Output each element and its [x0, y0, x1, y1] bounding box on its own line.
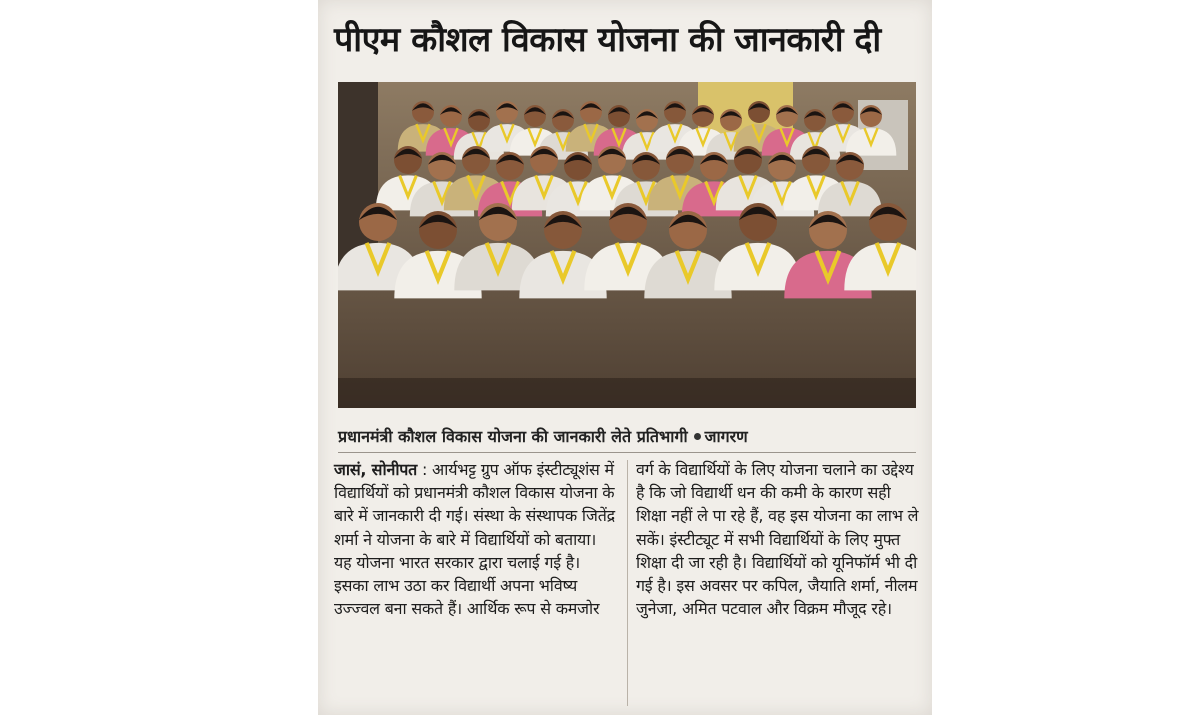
bullet-icon: [694, 433, 701, 440]
article-column-left: [334, 458, 618, 708]
newspaper-clipping: [318, 0, 932, 715]
caption-text: प्रधानमंत्री कौशल विकास योजना की जानकारी लेते प्रतिभागी: [338, 427, 688, 446]
body-text-right: वर्ग के विद्यार्थियों के लिए योजना चलाने का उद्देश्य है कि जो विद्यार्थी धन की कमी के कारण सही शिक्षा नहीं ले पा रहे हैं, वह इस योजना का लाभ ले सकें। इंस्टीट्यूट में सभी विद्यार्थियों के लिए मुफ्त शिक्षा दी जा रही है। विद्यार्थियों को यूनिफॉर्म भी दी गई है। इस अवसर पर कपिल, जैयाति शर्मा, नीलम जुनेजा, अमित पटवाल और विक्रम मौजूद रहे।: [636, 460, 919, 619]
article-column-right: [636, 458, 920, 708]
body-text-left: : आर्यभट्ट ग्रुप ऑफ इंस्टीट्यूशंस में विद्यार्थियों को प्रधानमंत्री कौशल विकास योजना के बारे में जानकारी दी गई। संस्था के संस्थापक जितेंद्र शर्मा ने योजना के बारे में विद्यार्थियों को बताया। यह योजना भारत सरकार द्वारा चलाई गई है। इसका लाभ उठा कर विद्यार्थी अपना भविष्य उज्ज्वल बना सकते हैं। आर्थिक रूप से कमजोर: [334, 460, 615, 619]
caption-rule: [338, 452, 916, 453]
caption-credit: जागरण: [704, 427, 748, 446]
group-photo: [338, 82, 916, 408]
dateline: जासं, सोनीपत: [334, 460, 418, 479]
group-photo-illustration: [338, 82, 916, 408]
column-divider: [627, 460, 628, 706]
photo-caption: [338, 424, 916, 450]
headline: पीएम कौशल विकास योजना की जानकारी दी: [334, 20, 881, 60]
